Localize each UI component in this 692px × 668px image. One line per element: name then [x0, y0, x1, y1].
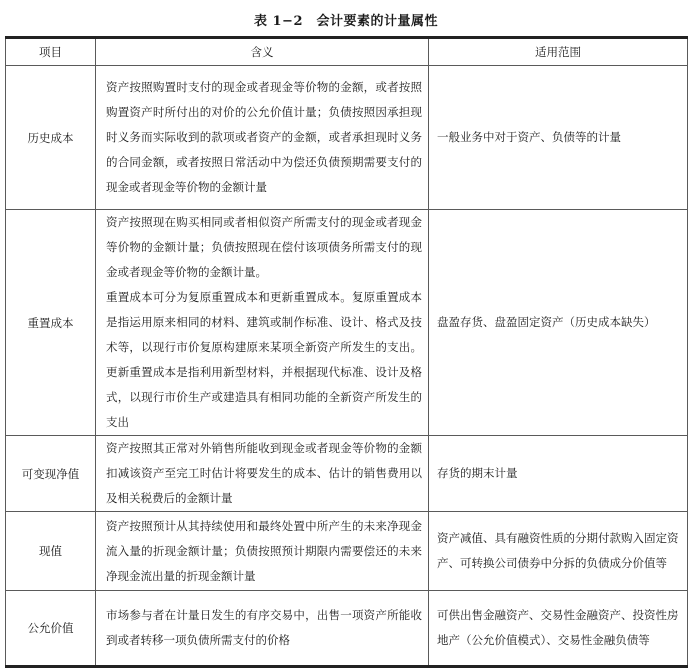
table-title: 表 1−2 会计要素的计量属性 [253, 14, 438, 29]
row-scope-text: 存货的期末计量 [429, 436, 688, 512]
table-row [6, 66, 688, 210]
table-row [6, 436, 688, 512]
row-item-label: 可变现净值 [6, 436, 96, 512]
row-meaning-text: 资产按照其正常对外销售所能收到现金或者现金等价物的金额扣减该资产至完工时估计将要发生的成本、估计的销售费用以及相关税费后的金额计量 [96, 436, 429, 512]
row-item-label: 现值 [6, 512, 96, 591]
header-meaning: 含义 [96, 38, 429, 66]
row-item-label: 历史成本 [6, 66, 96, 210]
table-header-row [6, 38, 688, 66]
row-meaning-text: 资产按照预计从其持续使用和最终处置中所产生的未来净现金流入量的折现金额计量；负债按照预计期限内需要偿还的未来净现金流出量的折现金额计量 [96, 512, 429, 591]
measurement-attributes-table [5, 36, 688, 668]
row-item-label: 重置成本 [6, 210, 96, 436]
row-meaning-text: 资产按照购置时支付的现金或者现金等价物的金额，或者按照购置资产时所付出的对价的公允价值计量；负债按照因承担现时义务而实际收到的款项或者资产的金额，或者承担现时义务的合同金额，或者按照日常活动中为偿还负债预期需要支付的现金或者现金等价物的金额计量 [96, 66, 429, 210]
row-scope-text: 一般业务中对于资产、负债等的计量 [429, 66, 688, 210]
row-scope-text: 资产减值、具有融资性质的分期付款购入固定资产、可转换公司债券中分拆的负债成分价值等 [429, 512, 688, 591]
header-item: 项目 [6, 38, 96, 66]
row-meaning-text: 市场参与者在计量日发生的有序交易中，出售一项资产所能收到或者转移一项负债所需支付的价格 [96, 591, 429, 667]
row-item-label: 公允价值 [6, 591, 96, 667]
row-scope-text: 盘盈存货、盘盈固定资产（历史成本缺失） [429, 210, 688, 436]
row-meaning-text: 资产按照现在购买相同或者相似资产所需支付的现金或者现金等价物的金额计量；负债按照现在偿付该项债务所需支付的现金或者现金等价物的金额计量。 重置成本可分为复原重置成本和更新重置成本。复原重置成本是指运用原来相同的材料、建筑或制作标准、设计、格式及技术等，以现行市价复原构建原来某项全新资产所发生的支出。更新重置成本是指利用新型材料，并根据现代标准、设计及格式，以现行市价生产或建造具有相同功能的全新资产所发生的支出 [106, 215, 422, 429]
row-meaning-cell [96, 210, 429, 436]
table-row [6, 591, 688, 667]
table-row [6, 210, 688, 436]
header-scope: 适用范围 [429, 38, 688, 66]
row-scope-text: 可供出售金融资产、交易性金融资产、投资性房地产（公允价值模式）、交易性金融负债等 [429, 591, 688, 667]
table-row [6, 512, 688, 591]
